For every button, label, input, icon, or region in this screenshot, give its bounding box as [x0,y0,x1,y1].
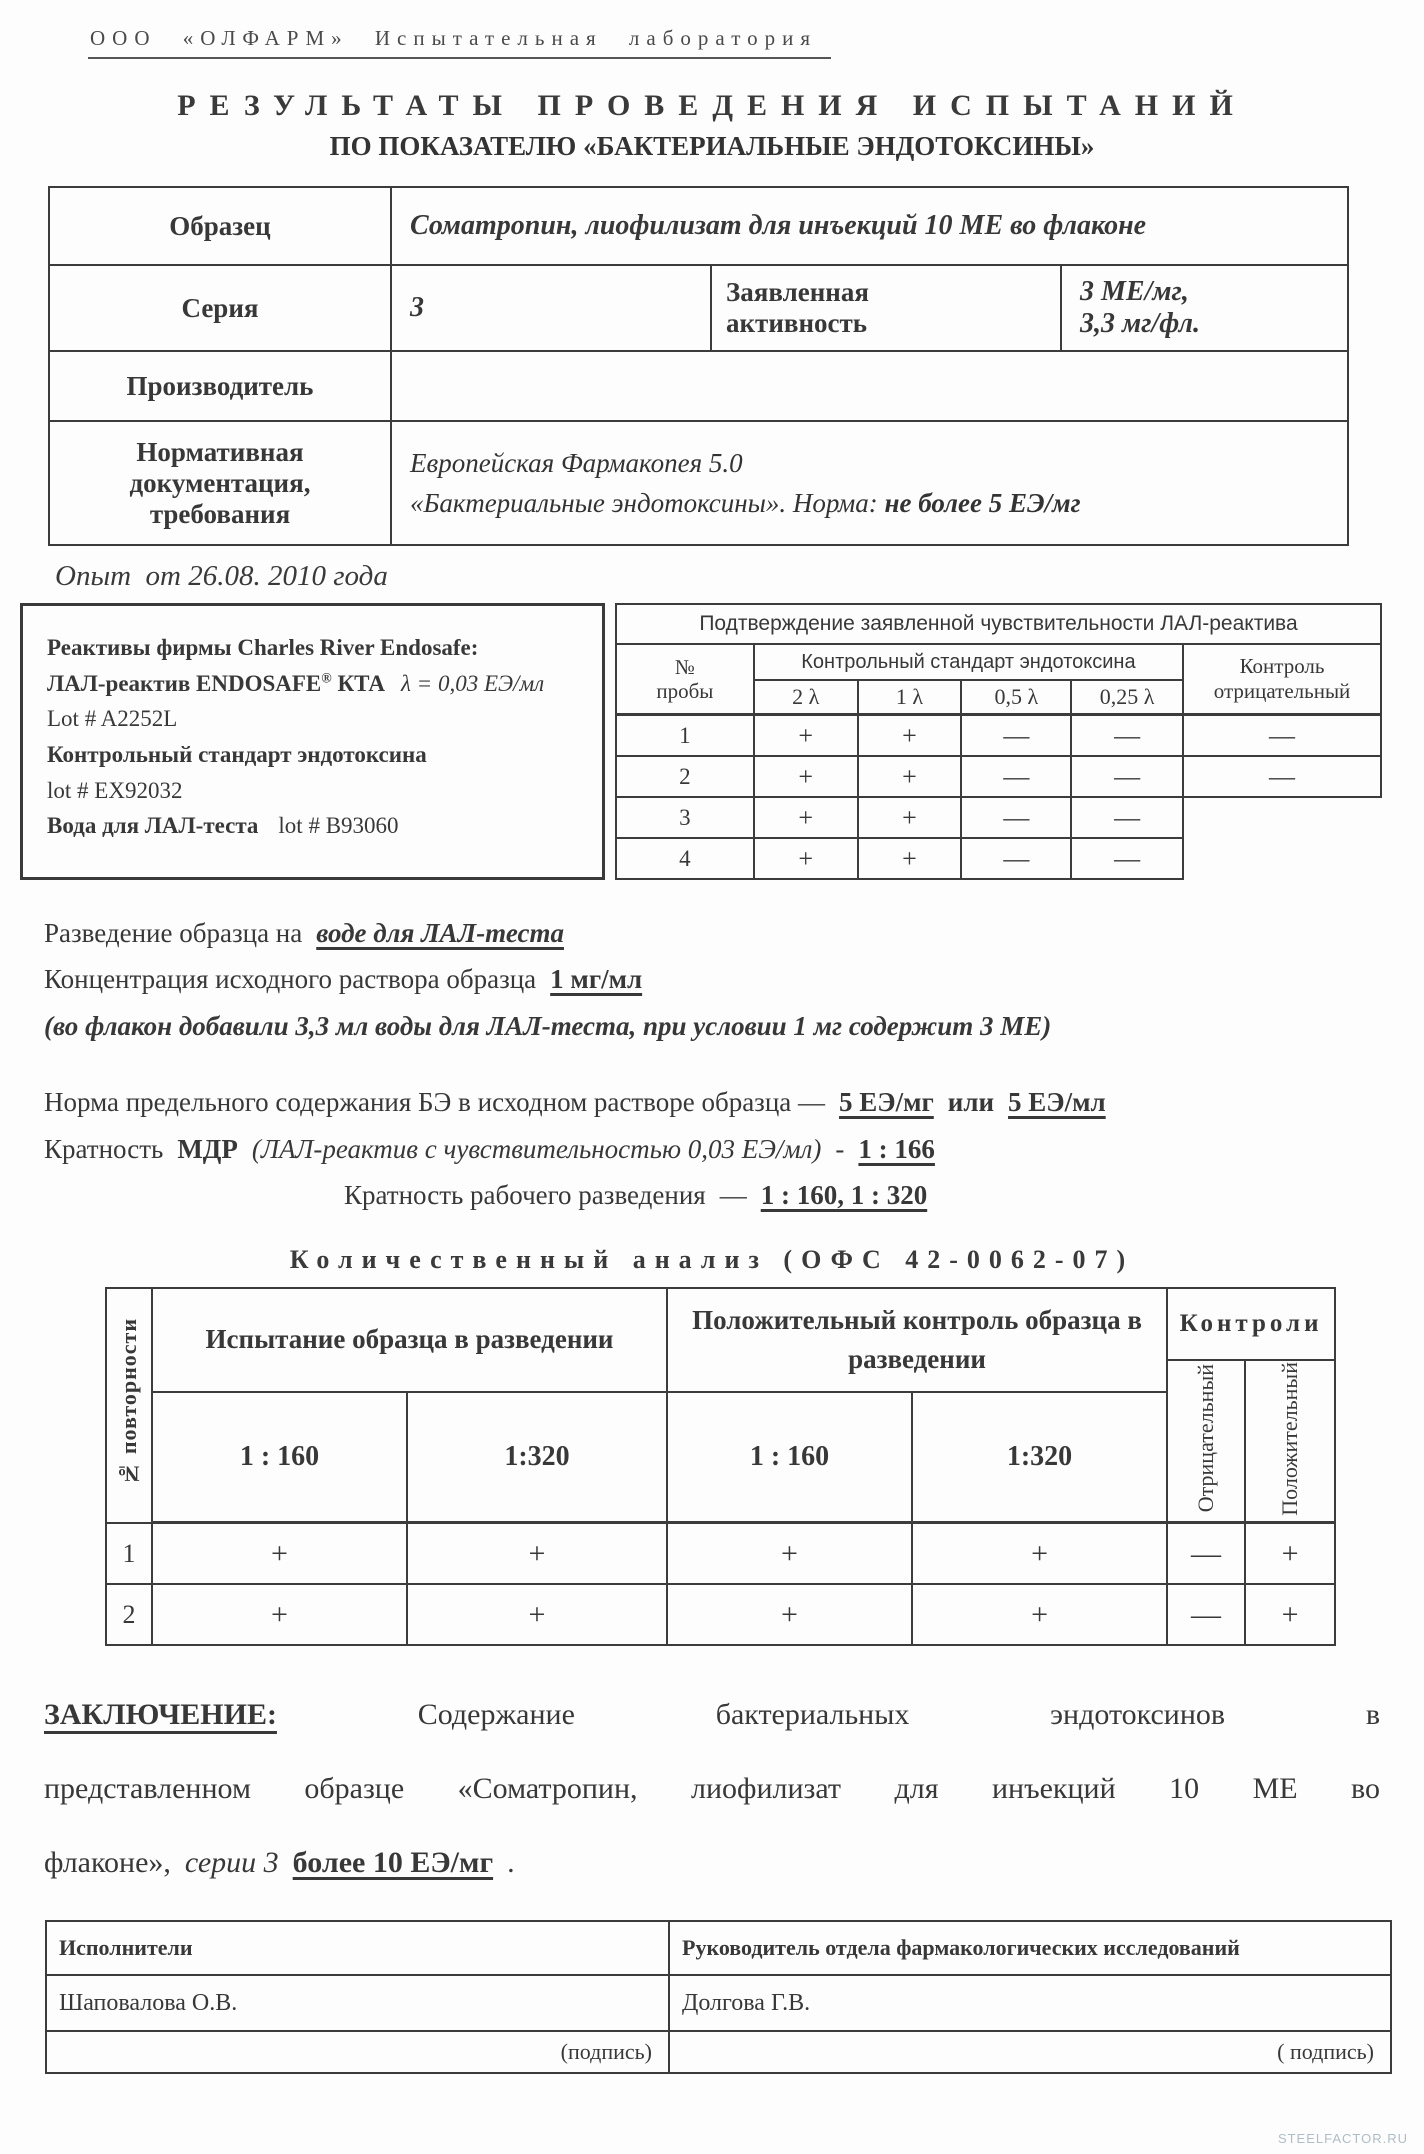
reagents-box [20,603,605,880]
probe-number: 2 [616,756,754,797]
activity-value-line2: 3,3 мг/фл. [1080,308,1201,339]
lot2-line: lot # EX92032 [47,777,183,803]
probe-number: 1 [616,715,754,757]
lambda-2-header: 2 λ [754,680,858,715]
sensitivity-row-2 [616,756,1381,797]
org-name: ООО «ОЛФАРМ» Испытательная лаборатория [88,26,831,59]
sample-test-header: Испытание образца в разведении [152,1288,667,1393]
sample-row [49,187,1348,265]
positive-control-col-header: Положительный [1245,1360,1335,1523]
result-cell: + [152,1523,407,1585]
probe-number: 4 [616,838,754,879]
quant-row-2 [106,1584,1335,1645]
series-ref: серии 3 [184,1846,279,1880]
conclusion-line2: представленном образце «Соматропин, лиофилизат для инъекций 10 МЕ во [44,1772,1380,1806]
normative-value-line1: Европейская Фармакопея 5.0 [410,447,743,478]
result-cell: + [667,1584,912,1645]
sample-label: Образец [49,187,391,265]
manufacturer-value [391,351,1348,421]
norm-value-1: 5 ЕЭ/мг [839,1087,934,1118]
empty-cell [1183,838,1381,879]
negative-control-cell: — [1183,715,1381,757]
signatures-table [45,1920,1392,2074]
series-row [49,265,1348,351]
dilution-label: 1 : 160 [152,1392,407,1523]
signature-note: ( подпись) [669,2031,1391,2073]
lot1-line: Lot # A2252L [47,706,178,732]
sensitivity-table-title: Подтверждение заявленной чувствительности ЛАЛ-реактива [616,604,1381,644]
result-cell: — [961,797,1071,838]
probe-column-header: № пробы [616,644,754,715]
conclusion-line1: ЗАКЛЮЧЕНИЕ: Содержание бактериальных эндотоксинов в [44,1698,1381,1732]
result-cell: — [961,838,1071,879]
dilution-label: 1:320 [912,1392,1167,1523]
dilution-medium: воде для ЛАЛ-теста [316,918,564,948]
registered-mark: ® [321,670,332,686]
norm-line1: Норма предельного содержания БЭ в исходном растворе образца — 5 ЕЭ/мг или 5 ЕЭ/мл [44,1087,1106,1118]
activity-label: Заявленная активность [711,265,1061,351]
result-cell: + [754,838,858,879]
sensitivity-row-4 [616,838,1381,879]
sensitivity-title-row [616,604,1381,644]
activity-value-line1: 3 МЕ/мг, [1080,276,1189,307]
lambda-value: λ = 0,03 ЕЭ/мл [400,670,545,696]
sensitivity-header-row [616,644,1381,680]
repeat-number-header: № повторности [106,1288,152,1523]
standard-line: Контрольный стандарт эндотоксина [47,741,427,767]
reagents-title: Реактивы фирмы Charles River Endosafe: [47,635,479,660]
dilution-note: (во флакон добавили 3,3 мл воды для ЛАЛ-теста, при условии 1 мг содержит 3 МЕ) [44,1010,1052,1041]
standard-column-header: Контрольный стандарт эндотоксина [754,644,1183,680]
result-cell: — [1071,756,1183,797]
result-value: более 10 ЕЭ/мг [292,1846,494,1880]
head-name: Долгова Г.В. [669,1975,1391,2031]
head-label: Руководитель отдела фармакологических исследований [669,1921,1391,1975]
negative-control-cell: — [1183,756,1381,797]
experiment-date: Опыт от 26.08. 2010 года [55,560,388,592]
dilution-section [44,910,1380,1049]
doc-title-line2: ПО ПОКАЗАТЕЛЮ «БАКТЕРИАЛЬНЫЕ ЭНДОТОКСИНЫ» [329,131,1095,161]
result-cell: + [858,838,962,879]
dilution-header-row [106,1392,1335,1523]
result-cell: — [1071,838,1183,879]
activity-value [1061,265,1348,351]
probe-number: 3 [616,797,754,838]
repeat-number: 2 [106,1584,152,1645]
sensitivity-table [615,603,1382,880]
negative-control-header: Отрицательный [1167,1360,1245,1523]
norm-line3: Кратность рабочего разведения — 1 : 160, 1 : 320 [344,1180,928,1211]
negative-control-column-header: Контроль отрицательный [1183,644,1381,715]
conclusion-label: ЗАКЛЮЧЕНИЕ: [44,1698,277,1732]
result-cell: — [961,756,1071,797]
result-cell: + [667,1523,912,1585]
positive-control-cell: + [1245,1584,1335,1645]
manufacturer-label: Производитель [49,351,391,421]
controls-header: Контроли [1167,1288,1335,1360]
dilution-label: 1 : 160 [667,1392,912,1523]
conclusion-section [44,1698,1380,1880]
norm-value-2: 5 ЕЭ/мл [1008,1087,1106,1118]
quantitative-analysis-table [105,1287,1336,1647]
result-cell: + [858,715,962,757]
dilution-line1: Разведение образца на воде для ЛАЛ-теста [44,918,564,948]
reagents-and-sensitivity-section [20,603,1382,880]
norm-section [44,1079,1380,1218]
org-header [88,26,1424,59]
result-cell: — [961,715,1071,757]
lambda-05-header: 0,5 λ [961,680,1071,715]
conclusion-line3: флаконе», серии 3 более 10 ЕЭ/мг . [44,1846,515,1880]
mdr-value: 1 : 166 [858,1133,935,1164]
manufacturer-row [49,351,1348,421]
series-value: 3 [391,265,711,351]
quant-header-row-1 [106,1288,1335,1360]
watermark: STEELFACTOR.RU [1277,2131,1408,2146]
sample-info-table [48,186,1349,546]
normative-value-line2: «Бактериальные эндотоксины». Норма: не более 5 ЕЭ/мг [410,488,1081,518]
quant-row-1 [106,1523,1335,1585]
quantitative-analysis-title: Количественный анализ (ОФС 42-0062-07) [289,1244,1135,1274]
result-cell: + [858,756,962,797]
negative-control-cell: — [1167,1584,1245,1645]
normative-row [49,421,1348,545]
series-label: Серия [49,265,391,351]
lal-reagent-line: ЛАЛ-реактив ENDOSAFE® КТА λ = 0,03 ЕЭ/мл [47,670,545,696]
empty-cell [1183,797,1381,838]
dilution-line2: Концентрация исходного раствора образца 1 мг/мл [44,964,643,995]
result-cell: + [152,1584,407,1645]
signature-names-row [46,1975,1391,2031]
result-cell: — [1071,797,1183,838]
sample-value: Соматропин, лиофилизат для инъекций 10 МЕ во флаконе [391,187,1348,265]
result-cell: + [754,797,858,838]
result-cell: + [858,797,962,838]
norm-line2: Кратность МДР (ЛАЛ-реактив с чувствительностью 0,03 ЕЭ/мл) - 1 : 166 [44,1133,935,1164]
doc-title-line1: РЕЗУЛЬТАТЫ ПРОВЕДЕНИЯ ИСПЫТАНИЙ [177,89,1247,122]
normative-label: Нормативная документация, требования [49,421,391,545]
concentration-value: 1 мг/мл [550,964,643,995]
lambda-1-header: 1 λ [858,680,962,715]
sensitivity-row-1 [616,715,1381,757]
negative-control-cell: — [1167,1523,1245,1585]
result-cell: + [754,756,858,797]
result-cell: + [912,1584,1167,1645]
result-cell: — [1071,715,1183,757]
normative-value [391,421,1348,545]
repeat-number: 1 [106,1523,152,1585]
signature-header-row [46,1921,1391,1975]
positive-control-header: Положительный контроль образца в разведении [667,1288,1167,1393]
result-cell: + [407,1523,667,1585]
sensitivity-row-3 [616,797,1381,838]
executor-name: Шаповалова О.В. [46,1975,669,2031]
working-dilution-value: 1 : 160, 1 : 320 [760,1180,928,1211]
dilution-label: 1:320 [407,1392,667,1523]
positive-control-cell: + [1245,1523,1335,1585]
lambda-025-header: 0,25 λ [1071,680,1183,715]
result-cell: + [754,715,858,757]
result-cell: + [407,1584,667,1645]
signature-notes-row [46,2031,1391,2073]
result-cell: + [912,1523,1167,1585]
water-line: Вода для ЛАЛ-теста lot # B93060 [47,813,399,839]
executors-label: Исполнители [46,1921,669,1975]
signature-note: (подпись) [46,2031,669,2073]
